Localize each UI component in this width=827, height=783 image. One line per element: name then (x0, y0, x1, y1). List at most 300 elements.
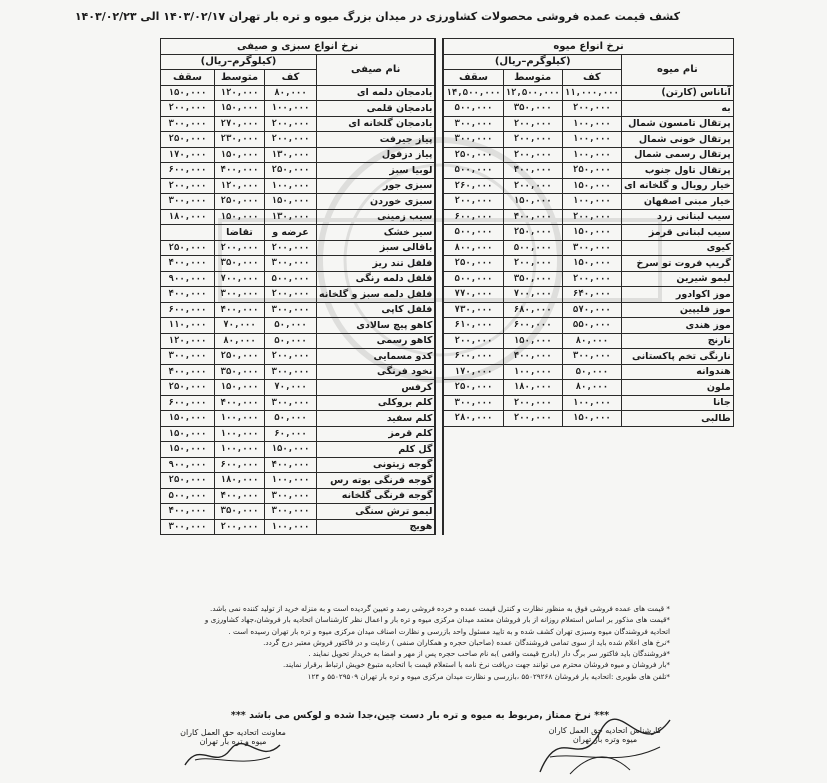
table-gap (435, 318, 443, 334)
veg-avg-price-cell: ۱۵۰,۰۰۰ (215, 147, 265, 163)
premium-price-note: *** نرخ ممتاز ,مربوط به میوه و تره بار دست چین،جدا شده و لوکس می باشد *** (230, 710, 610, 721)
fruit-name-cell: هندوانه (621, 364, 733, 380)
veg-max-price-cell: ۲۵۰,۰۰۰ (161, 380, 215, 396)
veg-min-price-cell: ۸۰,۰۰۰ (265, 85, 317, 101)
table-row (161, 318, 734, 334)
veg-avg-price-cell: ۱۵۰,۰۰۰ (215, 380, 265, 396)
veg-min-price-cell: ۱۰۰,۰۰۰ (265, 473, 317, 489)
table-gap (435, 457, 443, 473)
handwritten-signature-left (180, 735, 290, 775)
table-gap (435, 364, 443, 380)
table-gap (435, 380, 443, 396)
empty-cell (443, 519, 503, 535)
fruit-avg-price-cell: ۴۰۰,۰۰۰ (503, 163, 562, 179)
veg-avg-price-cell: ۸۰,۰۰۰ (215, 333, 265, 349)
note-line: *قیمت های مذکور بر اساس استعلام روزانه از بار فروشان معتمد میدان مرکزی میوه و تره بار و اعمال نظر کارشناسان اتحادیه بار فروشان،جهاد کشاورزی و (204, 615, 670, 625)
veg-max-price-cell: ۳۰۰,۰۰۰ (161, 194, 215, 210)
veg-max-price-cell (161, 225, 215, 241)
table-gap (435, 256, 443, 272)
table-row (161, 333, 734, 349)
veg-supply-demand-cell: عرضه و (265, 225, 317, 241)
table-gap (435, 349, 443, 365)
fruit-min-price-cell: ۱۰۰,۰۰۰ (562, 395, 621, 411)
fruit-name-cell: خیار مبنی اصفهان (621, 194, 733, 210)
veg-name-cell: باقالی سبز (317, 240, 436, 256)
veg-supply-demand-cell: تقاضا (215, 225, 265, 241)
empty-cell (621, 488, 733, 504)
fruit-min-price-cell: ۱۵۰,۰۰۰ (562, 225, 621, 241)
veg-min-price-cell: ۳۰۰,۰۰۰ (265, 395, 317, 411)
veg-max-price-cell: ۱۱۰,۰۰۰ (161, 318, 215, 334)
veg-max-price-cell: ۶۰۰,۰۰۰ (161, 163, 215, 179)
fruit-min-price-cell: ۱۰۰,۰۰۰ (562, 194, 621, 210)
table-row (161, 364, 734, 380)
veg-min-price-cell: ۱۳۰,۰۰۰ (265, 147, 317, 163)
table-gap (435, 426, 443, 442)
veg-name-cell: گوجه زیتونی (317, 457, 436, 473)
fruit-min-price-cell: ۸۰,۰۰۰ (562, 333, 621, 349)
fruit-max-price-cell: ۳۰۰,۰۰۰ (443, 132, 503, 148)
table-gap (435, 132, 443, 148)
empty-cell (621, 504, 733, 520)
veg-min-price-cell: ۴۰۰,۰۰۰ (265, 457, 317, 473)
fruit-max-price-cell: ۵۰۰,۰۰۰ (443, 225, 503, 241)
veg-avg-price-cell: ۱۰۰,۰۰۰ (215, 442, 265, 458)
fruit-name-cell: به (621, 101, 733, 117)
fruit-name-cell: پرتقال تاول جنوب (621, 163, 733, 179)
empty-cell (503, 426, 562, 442)
veg-avg-price-cell: ۱۲۰,۰۰۰ (215, 85, 265, 101)
empty-cell (562, 473, 621, 489)
veg-name-cell: گل کلم (317, 442, 436, 458)
table-row (161, 271, 734, 287)
signature-left-subtitle: میوه و تره بار تهران (199, 737, 267, 746)
veg-max-price-cell: ۵۰۰,۰۰۰ (161, 488, 215, 504)
empty-cell (443, 473, 503, 489)
empty-cell (562, 457, 621, 473)
fruit-max-price-cell: ۶۱۰,۰۰۰ (443, 318, 503, 334)
fruit-col-avg: متوسط (503, 70, 562, 86)
fruit-avg-price-cell: ۱۲,۵۰۰,۰۰۰ (503, 85, 562, 101)
table-row (161, 426, 734, 442)
fruit-max-price-cell: ۲۰۰,۰۰۰ (443, 333, 503, 349)
veg-col-min: کف (265, 70, 317, 86)
veg-max-price-cell: ۱۵۰,۰۰۰ (161, 85, 215, 101)
table-row (161, 395, 734, 411)
fruit-avg-price-cell: ۲۰۰,۰۰۰ (503, 178, 562, 194)
table-row (161, 225, 734, 241)
veg-name-cell: پیاز جیرفت (317, 132, 436, 148)
table-gap (435, 519, 443, 535)
fruit-avg-price-cell: ۲۰۰,۰۰۰ (503, 395, 562, 411)
table-row (161, 132, 734, 148)
table-row (161, 411, 734, 427)
veg-col-max: سقف (161, 70, 215, 86)
veg-min-price-cell: ۲۰۰,۰۰۰ (265, 240, 317, 256)
empty-cell (443, 504, 503, 520)
fruit-max-price-cell: ۱۷۰,۰۰۰ (443, 364, 503, 380)
empty-cell (562, 519, 621, 535)
veg-max-price-cell: ۱۵۰,۰۰۰ (161, 442, 215, 458)
empty-cell (503, 519, 562, 535)
table-gap (435, 163, 443, 179)
veg-name-cell: کدو مسمایی (317, 349, 436, 365)
fruit-name-cell: سیب لبنانی زرد (621, 209, 733, 225)
veg-min-price-cell: ۳۰۰,۰۰۰ (265, 504, 317, 520)
veg-avg-price-cell: ۳۵۰,۰۰۰ (215, 504, 265, 520)
fruit-max-price-cell: ۸۰۰,۰۰۰ (443, 240, 503, 256)
fruit-avg-price-cell: ۴۰۰,۰۰۰ (503, 209, 562, 225)
table-row (161, 457, 734, 473)
veg-min-price-cell: ۳۰۰,۰۰۰ (265, 364, 317, 380)
veg-min-price-cell: ۷۰,۰۰۰ (265, 380, 317, 396)
fruit-avg-price-cell: ۱۵۰,۰۰۰ (503, 194, 562, 210)
table-gap (435, 442, 443, 458)
veg-unit-label: (کیلوگرم–ریال) (161, 54, 317, 70)
veg-avg-price-cell: ۶۰۰,۰۰۰ (215, 457, 265, 473)
note-line: *نرخ های اعلام شده باید از سوی تمامی فروشندگان عمده (صاحبان حجره و همکاران صنفی ) رعایت و در فاکتور فروش معتبر درج گردد. (263, 637, 670, 647)
veg-avg-price-cell: ۳۵۰,۰۰۰ (215, 256, 265, 272)
note-line: * قیمت های عمده فروشی فوق به منظور نظارت و کنترل قیمت عمده و خرده فروشی رصد و تعیین گردیده است و به منزله خرید از تولید کننده نمی باشد. (210, 604, 670, 613)
veg-min-price-cell: ۱۵۰,۰۰۰ (265, 442, 317, 458)
fruit-avg-price-cell: ۳۵۰,۰۰۰ (503, 271, 562, 287)
veg-avg-price-cell: ۲۷۰,۰۰۰ (215, 116, 265, 132)
fruit-avg-price-cell: ۱۸۰,۰۰۰ (503, 380, 562, 396)
fruit-min-price-cell: ۲۰۰,۰۰۰ (562, 209, 621, 225)
table-gap (435, 39, 443, 55)
table-gap (435, 116, 443, 132)
veg-avg-price-cell: ۲۳۰,۰۰۰ (215, 132, 265, 148)
table-row (161, 240, 734, 256)
fruit-min-price-cell: ۵۵۰,۰۰۰ (562, 318, 621, 334)
empty-cell (621, 426, 733, 442)
veg-max-price-cell: ۲۰۰,۰۰۰ (161, 101, 215, 117)
veg-min-price-cell: ۵۰۰,۰۰۰ (265, 271, 317, 287)
veg-max-price-cell: ۹۰۰,۰۰۰ (161, 457, 215, 473)
veg-name-cell: کاهو پیچ سالادی (317, 318, 436, 334)
veg-name-cell: فلفل دلمه رنگی (317, 271, 436, 287)
empty-cell (562, 504, 621, 520)
veg-name-cell: کلم قرمز (317, 426, 436, 442)
veg-name-cell: نخود فرنگی (317, 364, 436, 380)
veg-min-price-cell: ۱۰۰,۰۰۰ (265, 101, 317, 117)
empty-cell (443, 457, 503, 473)
fruit-min-price-cell: ۱۵۰,۰۰۰ (562, 256, 621, 272)
fruit-avg-price-cell: ۴۰۰,۰۰۰ (503, 349, 562, 365)
table-row (161, 349, 734, 365)
fruit-name-cell: پرتقال تامسون شمال (621, 116, 733, 132)
table-gap (435, 54, 443, 70)
fruit-max-price-cell: ۵۰۰,۰۰۰ (443, 101, 503, 117)
veg-avg-price-cell: ۷۰,۰۰۰ (215, 318, 265, 334)
fruit-min-price-cell: ۱۰۰,۰۰۰ (562, 132, 621, 148)
veg-max-price-cell: ۱۸۰,۰۰۰ (161, 209, 215, 225)
empty-cell (621, 473, 733, 489)
fruit-avg-price-cell: ۲۰۰,۰۰۰ (503, 147, 562, 163)
veg-avg-price-cell: ۱۲۰,۰۰۰ (215, 178, 265, 194)
fruit-name-cell: خیار رویال و گلخانه ای (621, 178, 733, 194)
veg-max-price-cell: ۱۲۰,۰۰۰ (161, 333, 215, 349)
empty-cell (562, 426, 621, 442)
veg-avg-price-cell: ۱۸۰,۰۰۰ (215, 473, 265, 489)
veg-max-price-cell: ۶۰۰,۰۰۰ (161, 395, 215, 411)
table-row (161, 85, 734, 101)
fruit-max-price-cell: ۲۵۰,۰۰۰ (443, 147, 503, 163)
veg-avg-price-cell: ۲۵۰,۰۰۰ (215, 194, 265, 210)
empty-cell (503, 504, 562, 520)
fruit-name-cell: نارنج (621, 333, 733, 349)
fruit-name-cell: سیب لبنانی قرمز (621, 225, 733, 241)
veg-min-price-cell: ۳۰۰,۰۰۰ (265, 256, 317, 272)
veg-name-header: نام صیفی (317, 54, 436, 85)
veg-name-cell: کاهو رسمی (317, 333, 436, 349)
veg-max-price-cell: ۱۷۰,۰۰۰ (161, 147, 215, 163)
fruit-max-price-cell: ۳۰۰,۰۰۰ (443, 395, 503, 411)
veg-max-price-cell: ۳۰۰,۰۰۰ (161, 519, 215, 535)
empty-cell (443, 426, 503, 442)
fruit-min-price-cell: ۱۵۰,۰۰۰ (562, 178, 621, 194)
empty-cell (503, 442, 562, 458)
veg-avg-price-cell: ۱۵۰,۰۰۰ (215, 209, 265, 225)
empty-cell (621, 519, 733, 535)
fruit-max-price-cell: ۲۸۰,۰۰۰ (443, 411, 503, 427)
note-line: اتحادیه فروشندگان میوه وسبزی تهران کشف شده و به تایید مسئول واحد بازرسی و نظارت اصناف میدان مرکزی میوه و تره بار تهران رسیده است . (228, 626, 670, 636)
table-gap (435, 488, 443, 504)
table-gap (435, 302, 443, 318)
fruit-name-cell: ملون (621, 380, 733, 396)
table-gap (435, 225, 443, 241)
note-line: *بار فروشان و میوه فروشان محترم می توانند جهت دریافت نرخ نامه با استعلام قیمت با اتحادیه متبوع خویش ارتباط برقرار نمایند. (282, 660, 670, 670)
veg-avg-price-cell: ۱۵۰,۰۰۰ (215, 101, 265, 117)
veg-min-price-cell: ۳۰۰,۰۰۰ (265, 488, 317, 504)
veg-max-price-cell: ۱۵۰,۰۰۰ (161, 411, 215, 427)
fruit-min-price-cell: ۲۰۰,۰۰۰ (562, 271, 621, 287)
table-row (161, 101, 734, 117)
fruit-name-cell: کیوی (621, 240, 733, 256)
table-gap (435, 333, 443, 349)
fruit-min-price-cell: ۲۰۰,۰۰۰ (562, 101, 621, 117)
fruit-name-cell: گریپ فروت تو سرخ (621, 256, 733, 272)
table-gap (435, 411, 443, 427)
fruit-avg-price-cell: ۱۵۰,۰۰۰ (503, 333, 562, 349)
table-row (161, 442, 734, 458)
fruit-min-price-cell: ۱۰۰,۰۰۰ (562, 116, 621, 132)
table-gap (435, 147, 443, 163)
fruit-avg-price-cell: ۲۰۰,۰۰۰ (503, 256, 562, 272)
fruit-max-price-cell: ۵۰۰,۰۰۰ (443, 163, 503, 179)
veg-min-price-cell: ۶۰,۰۰۰ (265, 426, 317, 442)
veg-name-cell: سبزی خوردن (317, 194, 436, 210)
veg-avg-price-cell: ۴۰۰,۰۰۰ (215, 488, 265, 504)
note-line: *فروشندگان باید فاکتور سر برگ دار (بادرج قیمت واقعی )به نام صاحب حجره پس از مهر و امضا به خریدار تحویل نمایند . (308, 649, 670, 659)
empty-cell (621, 442, 733, 458)
fruit-max-price-cell: ۳۰۰,۰۰۰ (443, 116, 503, 132)
empty-cell (562, 442, 621, 458)
notes-block (165, 603, 670, 682)
fruit-col-max: سقف (443, 70, 503, 86)
table-gap (435, 271, 443, 287)
fruit-avg-price-cell: ۳۵۰,۰۰۰ (503, 101, 562, 117)
table-row (161, 473, 734, 489)
fruit-name-cell: موز فلیپین (621, 302, 733, 318)
table-gap (435, 504, 443, 520)
signature-left-title: معاونت اتحادیه حق العمل کاران (180, 728, 286, 737)
fruit-avg-price-cell: ۲۰۰,۰۰۰ (503, 132, 562, 148)
table-gap (435, 287, 443, 303)
veg-avg-price-cell: ۲۰۰,۰۰۰ (215, 240, 265, 256)
veg-name-cell: بادمجان گلخانه ای (317, 116, 436, 132)
table-row (161, 209, 734, 225)
veg-avg-price-cell: ۴۰۰,۰۰۰ (215, 302, 265, 318)
fruit-max-price-cell: ۷۳۰,۰۰۰ (443, 302, 503, 318)
fruit-name-cell: نارنگی تخم پاکستانی (621, 349, 733, 365)
fruit-min-price-cell: ۳۰۰,۰۰۰ (562, 349, 621, 365)
veg-min-price-cell: ۱۳۰,۰۰۰ (265, 209, 317, 225)
fruit-max-price-cell: ۲۵۰,۰۰۰ (443, 256, 503, 272)
fruit-avg-price-cell: ۱۰۰,۰۰۰ (503, 364, 562, 380)
veg-max-price-cell: ۲۵۰,۰۰۰ (161, 473, 215, 489)
veg-name-cell: گوجه فرنگی بوته رس (317, 473, 436, 489)
fruit-avg-price-cell: ۲۰۰,۰۰۰ (503, 116, 562, 132)
veg-max-price-cell: ۴۰۰,۰۰۰ (161, 256, 215, 272)
fruit-avg-price-cell: ۶۸۰,۰۰۰ (503, 302, 562, 318)
veg-name-cell: لیمو ترش سنگی (317, 504, 436, 520)
veg-min-price-cell: ۱۰۰,۰۰۰ (265, 178, 317, 194)
veg-name-cell: کرفس (317, 380, 436, 396)
veg-name-cell: فلفل دلمه سبز و گلخانه (317, 287, 436, 303)
veg-max-price-cell: ۹۰۰,۰۰۰ (161, 271, 215, 287)
veg-name-cell: فلفل تند ریز (317, 256, 436, 272)
table-row (161, 302, 734, 318)
veg-col-avg: متوسط (215, 70, 265, 86)
veg-avg-price-cell: ۳۰۰,۰۰۰ (215, 287, 265, 303)
fruit-col-min: کف (562, 70, 621, 86)
veg-max-price-cell: ۲۵۰,۰۰۰ (161, 240, 215, 256)
empty-cell (621, 457, 733, 473)
table-row (161, 488, 734, 504)
veg-min-price-cell: ۱۰۰,۰۰۰ (265, 519, 317, 535)
veg-min-price-cell: ۵۰,۰۰۰ (265, 318, 317, 334)
fruit-min-price-cell: ۶۴۰,۰۰۰ (562, 287, 621, 303)
fruit-max-price-cell: ۱۴,۵۰۰,۰۰۰ (443, 85, 503, 101)
fruit-max-price-cell: ۵۰۰,۰۰۰ (443, 271, 503, 287)
veg-min-price-cell: ۲۵۰,۰۰۰ (265, 163, 317, 179)
veg-max-price-cell: ۴۰۰,۰۰۰ (161, 504, 215, 520)
veg-min-price-cell: ۲۰۰,۰۰۰ (265, 287, 317, 303)
veg-name-cell: کلم سفید (317, 411, 436, 427)
table-gap (435, 209, 443, 225)
fruit-name-cell: لیمو شیرین (621, 271, 733, 287)
fruit-min-price-cell: ۱۰۰,۰۰۰ (562, 147, 621, 163)
veg-avg-price-cell: ۴۰۰,۰۰۰ (215, 395, 265, 411)
veg-max-price-cell: ۴۰۰,۰۰۰ (161, 287, 215, 303)
fruit-section-header: نرخ انواع میوه (443, 39, 733, 55)
veg-avg-price-cell: ۷۰۰,۰۰۰ (215, 271, 265, 287)
veg-section-header: نرخ انواع سبزی و صیفی (161, 39, 436, 55)
fruit-min-price-cell: ۸۰,۰۰۰ (562, 380, 621, 396)
empty-cell (503, 473, 562, 489)
table-gap (435, 178, 443, 194)
veg-max-price-cell: ۴۰۰,۰۰۰ (161, 364, 215, 380)
page-title: کشف قیمت عمده فروشی محصولات کشاورزی در میدان بزرگ میوه و تره بار تهران ۱۴۰۳/۰۲/۱۷ الی ۱۴۰۳/۰۲/۲۳ (74, 10, 680, 23)
handwritten-signature-right (530, 712, 680, 780)
fruit-unit-label: (کیلوگرم–ریال) (443, 54, 621, 70)
empty-cell (562, 488, 621, 504)
table-row (161, 116, 734, 132)
empty-cell (503, 488, 562, 504)
veg-name-cell: کلم بروکلی (317, 395, 436, 411)
fruit-min-price-cell: ۱۱,۰۰۰,۰۰۰ (562, 85, 621, 101)
fruit-max-price-cell: ۲۰۰,۰۰۰ (443, 194, 503, 210)
fruit-name-cell: طالبی (621, 411, 733, 427)
veg-min-price-cell: ۳۰۰,۰۰۰ (265, 302, 317, 318)
fruit-min-price-cell: ۵۰,۰۰۰ (562, 364, 621, 380)
fruit-name-cell: آناناس (کارتن) (621, 85, 733, 101)
veg-name-cell: هویج (317, 519, 436, 535)
fruit-min-price-cell: ۳۰۰,۰۰۰ (562, 240, 621, 256)
veg-min-price-cell: ۵۰,۰۰۰ (265, 333, 317, 349)
veg-max-price-cell: ۲۰۰,۰۰۰ (161, 178, 215, 194)
fruit-name-header: نام میوه (621, 54, 733, 85)
veg-name-cell: گوجه فرنگی گلخانه (317, 488, 436, 504)
empty-cell (503, 457, 562, 473)
fruit-name-cell: پرتقال رسمی شمال (621, 147, 733, 163)
fruit-avg-price-cell: ۲۰۰,۰۰۰ (503, 411, 562, 427)
veg-avg-price-cell: ۱۰۰,۰۰۰ (215, 411, 265, 427)
veg-max-price-cell: ۱۵۰,۰۰۰ (161, 426, 215, 442)
table-gap (435, 70, 443, 86)
table-row (161, 380, 734, 396)
veg-min-price-cell: ۵۰,۰۰۰ (265, 411, 317, 427)
note-line: *تلفن های طوبری :اتحادیه بار فروشان ۵۵۰۲۹۲۶۸ ،بازرسی و نظارت میدان مرکزی میوه و تره بار تهران ۵۵۰۲۹۵۰۹ و ۱۲۴ (307, 671, 670, 681)
veg-min-price-cell: ۲۰۰,۰۰۰ (265, 349, 317, 365)
empty-cell (443, 488, 503, 504)
table-row (161, 178, 734, 194)
veg-max-price-cell: ۳۰۰,۰۰۰ (161, 349, 215, 365)
fruit-max-price-cell: ۲۶۰,۰۰۰ (443, 178, 503, 194)
veg-name-cell: سیر خشک (317, 225, 436, 241)
fruit-max-price-cell: ۲۵۰,۰۰۰ (443, 380, 503, 396)
veg-max-price-cell: ۳۰۰,۰۰۰ (161, 116, 215, 132)
veg-name-cell: سیب زمینی (317, 209, 436, 225)
veg-name-cell: فلفل کاپی (317, 302, 436, 318)
price-table (160, 38, 734, 535)
veg-avg-price-cell: ۳۵۰,۰۰۰ (215, 364, 265, 380)
fruit-max-price-cell: ۷۷۰,۰۰۰ (443, 287, 503, 303)
fruit-name-cell: پرتقال خونی شمال (621, 132, 733, 148)
table-row (161, 194, 734, 210)
table-gap (435, 395, 443, 411)
signature-right-subtitle: میوه وتره بار تهران (572, 735, 638, 744)
fruit-name-cell: جانا (621, 395, 733, 411)
fruit-avg-price-cell: ۷۰۰,۰۰۰ (503, 287, 562, 303)
table-gap (435, 101, 443, 117)
fruit-min-price-cell: ۲۵۰,۰۰۰ (562, 163, 621, 179)
fruit-max-price-cell: ۶۰۰,۰۰۰ (443, 349, 503, 365)
table-gap (435, 194, 443, 210)
veg-name-cell: لوبیا سبز (317, 163, 436, 179)
fruit-avg-price-cell: ۵۰۰,۰۰۰ (503, 240, 562, 256)
fruit-min-price-cell: ۱۵۰,۰۰۰ (562, 411, 621, 427)
table-row (161, 147, 734, 163)
signature-right-title: کارشناس اتحادیه حق العمل کاران (548, 726, 662, 735)
veg-min-price-cell: ۲۰۰,۰۰۰ (265, 132, 317, 148)
price-table-body (161, 85, 734, 535)
veg-avg-price-cell: ۱۰۰,۰۰۰ (215, 426, 265, 442)
table-gap (435, 240, 443, 256)
table-row (161, 163, 734, 179)
fruit-min-price-cell: ۵۷۰,۰۰۰ (562, 302, 621, 318)
